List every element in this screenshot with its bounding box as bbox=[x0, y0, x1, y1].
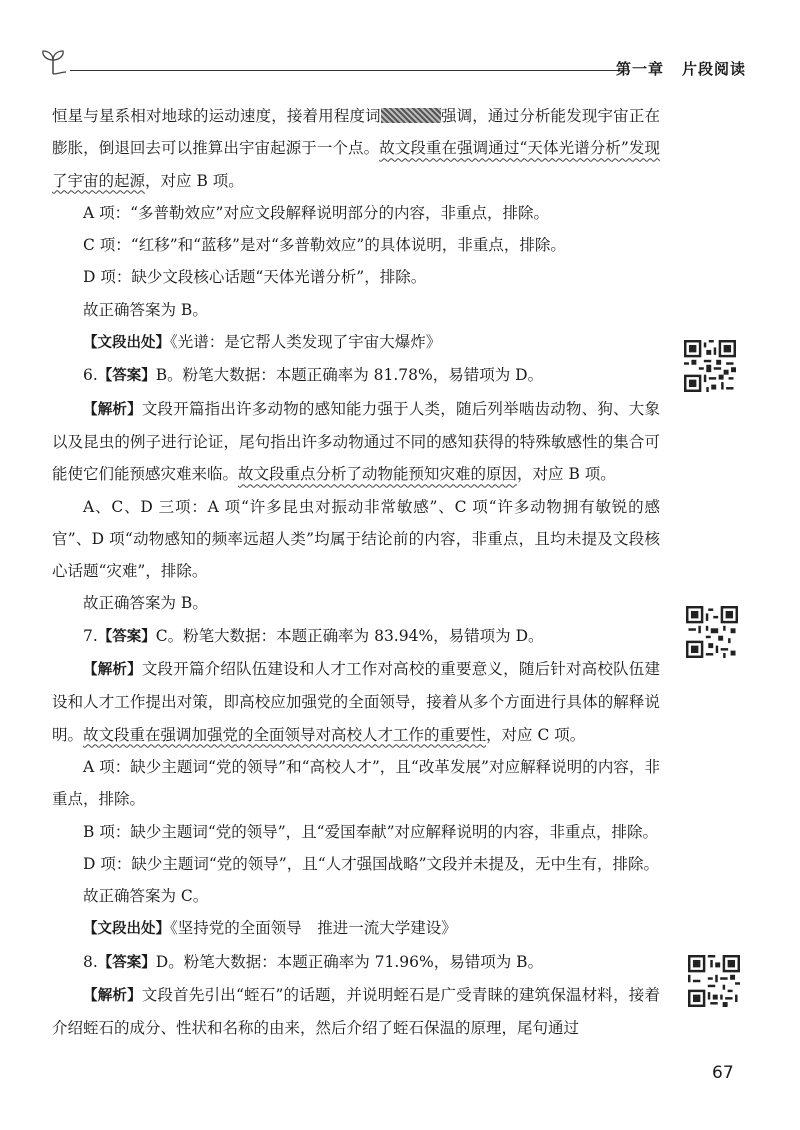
q7-analysis: 【解析】文段开篇介绍队伍建设和人才工作对高校的重要意义，随后针对高校队伍建设和人才工作提出对策，即高校应加强党的全面领导，接着从多个方面进行具体的解释说明。故文段重在强调加强党的全面领导对高校人才工作的重要性，对应 C 项。 bbox=[52, 660, 660, 744]
q7-source-line: 【文段出处】《坚持党的全面领导 推进一流大学建设》 bbox=[83, 919, 457, 938]
q6-analysis: 【解析】文段开篇指出许多动物的感知能力强于人类，随后列举啮齿动物、狗、大象以及昆虫的例子进行论证，尾句指出许多动物通过不同的感知获得的特殊敏感性的集合可能使它们能预感灾难来临。故文段重点分析了动物能预知灾难的原因，对应 B 项。 bbox=[52, 399, 660, 484]
q8-answer: 8.【答案】D。粉笔大数据：本题正确率为 71.96%，易错项为 B。 bbox=[83, 952, 544, 971]
redacted-mark bbox=[381, 108, 441, 123]
answer-line: 故正确答案为 B。 bbox=[83, 300, 208, 319]
sprout-icon bbox=[38, 48, 68, 78]
q6-options-note: A、C、D 三项：A 项“许多昆虫对振动非常敏感”、C 项“许多动物拥有敏锐的感官”、D 项“动物感知的频率远超人类”均属于结论前的内容，非重点，且均未提及文段核心话题“灾难”，排除。 bbox=[52, 497, 660, 581]
qr-code-icon[interactable] bbox=[688, 955, 740, 1007]
q7-option-a: A 项：缺少主题词“党的领导”和“高校人才”，且“改革发展”对应解释说明的内容，非重点，排除。 bbox=[52, 757, 660, 809]
paragraph: 恒星与星系相对地球的运动速度，接着用程度词 强调，通过分析能发现宇宙正在膨胀，倒退回去可以推算出宇宙起源于一个点。故文段重在强调通过“天体光谱分析”发现了宇宙的起源，对应 B 项。 bbox=[52, 107, 660, 190]
q8-analysis: 【解析】文段首先引出“蛭石”的话题，并说明蛭石是广受青睐的建筑保温材料，接着介绍蛭石的成分、性状和名称的由来，然后介绍了蛭石保温的原理，尾句通过 bbox=[52, 986, 661, 1038]
option-d-note: D 项：缺少文段核心话题“天体光谱分析”，排除。 bbox=[83, 268, 427, 287]
qr-code-icon[interactable] bbox=[686, 606, 738, 658]
chapter-label: 第一章 bbox=[615, 60, 664, 78]
chapter-title bbox=[616, 58, 746, 79]
option-a-note: A 项：“多普勒效应”对应文段解释说明部分的内容，非重点，排除。 bbox=[83, 203, 549, 222]
section-label: 片段阅读 bbox=[681, 60, 746, 78]
header-rule bbox=[70, 70, 620, 71]
q7-answer: 7.【答案】C。粉笔大数据：本题正确率为 83.94%，易错项为 D。 bbox=[83, 626, 544, 645]
page-header bbox=[38, 48, 758, 88]
qr-code-icon[interactable] bbox=[684, 340, 736, 392]
q7-option-d: D 项：缺少主题词“党的领导”，且“人才强国战略”文段并未提及，无中生有，排除。 bbox=[83, 854, 660, 873]
page-body bbox=[52, 100, 660, 1045]
q7-correct-answer: 故正确答案为 C。 bbox=[83, 887, 209, 906]
option-c-note: C 项：“红移”和“蓝移”是对“多普勒效应”的具体说明，非重点，排除。 bbox=[83, 236, 566, 255]
q6-answer: 6.【答案】B。粉笔大数据：本题正确率为 81.78%，易错项为 D。 bbox=[83, 366, 544, 385]
source-line: 【文段出处】《光谱：是它帮人类发现了宇宙大爆炸》 bbox=[83, 333, 442, 352]
q6-correct-answer: 故正确答案为 B。 bbox=[83, 594, 208, 613]
q7-option-b: B 项：缺少主题词“党的领导”，且“爱国奉献”对应解释说明的内容，非重点，排除。 bbox=[83, 822, 659, 841]
page-number: 67 bbox=[712, 1063, 734, 1083]
